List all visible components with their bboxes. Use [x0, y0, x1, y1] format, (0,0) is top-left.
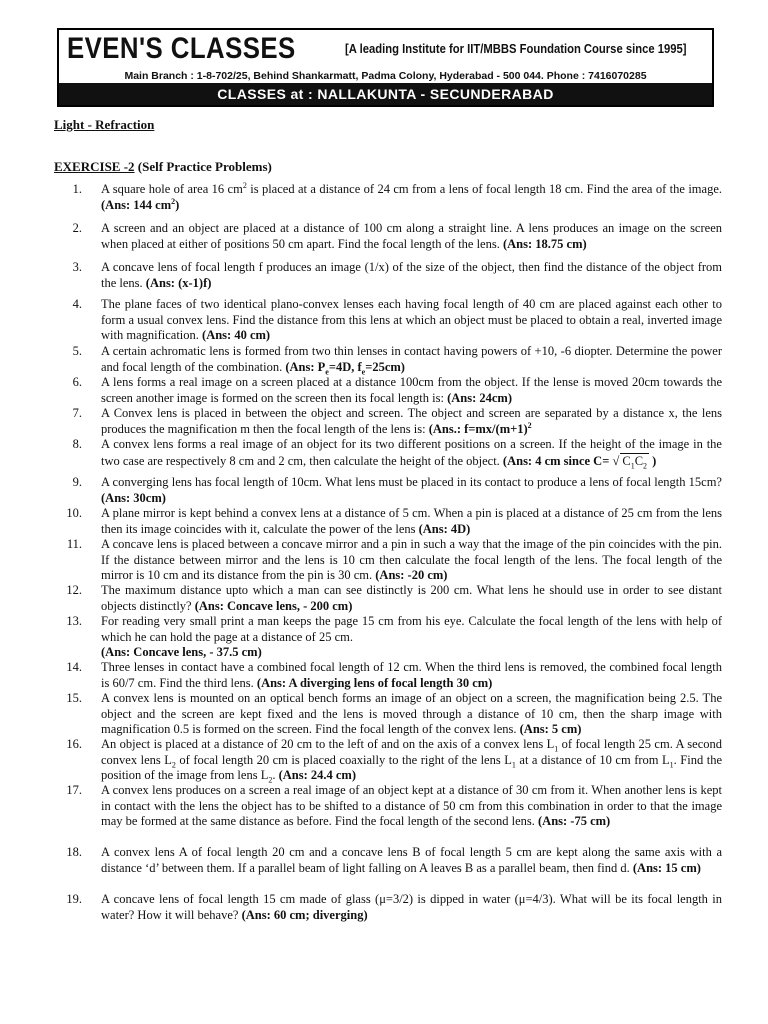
- question-text: For reading very small print a man keeps the page 15 cm from his eye. Calculate the focal length of the lens with help of which he can hold the page at a distance of 25 cm. (Ans: Concave lens, - 37.5 cm): [101, 614, 722, 659]
- question-number: 17.: [66, 783, 82, 797]
- question-text: A certain achromatic lens is formed from two thin lenses in contact having powers of +10, -6 diopter. Determine the power and focal length of the combination. (Ans: $P_e=4D$, $f_e=25cm$): [101, 344, 722, 376]
- question-text: The plane faces of two identical plano-convex lenses each having focal length of 40 cm are placed against each other to form a usual convex lens. Find the distance from this lens at which an object must be placed to obtain a real, inverted image with magnification. (Ans: 40 cm): [101, 297, 722, 342]
- question-text: The maximum distance upto which a man can see distinctly is 200 cm. What lens he should use in order to see distant objects distinctly? (Ans: Concave lens, - 200 cm): [101, 583, 722, 613]
- question-number: 7.: [72, 406, 82, 420]
- question-text: A convex lens forms a real image of an object for its two different positions on a screen. If the height of the image in the two case are respectively 8 cm and 2 cm, then calculate the height of the object. (Ans: 4 cm since C= √ $C_1C_2$ ): [101, 437, 722, 470]
- question-text: An object is placed at a distance of 20 cm to the left of and on the axis of a convex lens $L_1$ of focal length 25 cm. A second convex lens $L_2$ of focal length 20 cm is placed coaxially to the right of the lens $L_1$ at a distance of 10 cm from $L_1$. Find the position of the image from lens $L_2$. (Ans: 24.4 cm): [101, 737, 722, 785]
- question-text: A convex lens is mounted on an optical bench forms an image of an object on a screen, the magnification being 2.5. The object and the screen are kept fixed and the lens is moved through a distance of 10 cm, then the sharp image with magnification 0.5 is formed on the screen. Find the focal length of the convex lens. (Ans: 5 cm): [101, 691, 722, 736]
- classes-location-bar: CLASSES at : NALLAKUNTA - SECUNDERABAD: [59, 83, 712, 105]
- question-number: 15.: [66, 691, 82, 705]
- question-text: A plane mirror is kept behind a convex lens at a distance of 5 cm. When a pin is placed at a distance of 25 cm from the lens then its image coincides with it, calculate the power of the lens (Ans: 4D): [101, 506, 722, 536]
- question-number: 11.: [66, 537, 82, 551]
- question-text: A concave lens of focal length 15 cm made of glass (μ=3/2) is dipped in water (μ=4/3). What will be its focal length in water? How it will behave? (Ans: 60 cm; diverging): [101, 892, 722, 922]
- question-text: A concave lens is placed between a concave mirror and a pin in such a way that the image of the pin coincides with the pin. If the distance between mirror and the lens is 10 cm then calculate the focal length of the lens. The focal length of the mirror is 10 cm and its distance from the pin is 30 cm. (Ans: -20 cm): [101, 537, 722, 582]
- question-text: A concave lens of focal length f produces an image (1/x) of the size of the object, then find the distance of the object from the lens. (Ans: (x-1)f): [101, 260, 722, 290]
- question-number: 10.: [66, 506, 82, 520]
- question-text: A convex lens A of focal length 20 cm and a concave lens B of focal length 5 cm are kept along the same axis with a distance ‘d’ between them. If a parallel beam of light falling on A leaves B as a parallel beam, then find d. (Ans: 15 cm): [101, 845, 722, 875]
- question-number: 14.: [66, 660, 82, 674]
- branch-address: Main Branch : 1-8-702/25, Behind Shankarmatt, Padma Colony, Hyderabad - 500 044. Phone : 7416070285: [124, 70, 647, 82]
- question-number: 8.: [72, 437, 82, 451]
- question-number: 5.: [72, 344, 82, 358]
- question-number: 12.: [66, 583, 82, 597]
- question-text: A screen and an object are placed at a distance of 100 cm along a straight line. A lens produces an image on the screen when placed at either of positions 50 cm apart. Find the focal length of the lens. (Ans: 18.75 cm): [101, 221, 722, 251]
- question-text: A lens forms a real image on a screen placed at a distance 100cm from the object. If the lense is moved 20cm towards the screen another image is formed on the screen then its focal length is: (Ans: 24cm): [101, 375, 722, 405]
- question-number: 1.: [72, 182, 82, 196]
- question-number: 3.: [72, 260, 82, 274]
- exercise-title: EXERCISE -2: [54, 159, 135, 174]
- question-text: A convex lens produces on a screen a real image of an object kept at a distance of 30 cm from it. When another lens is kept in contact with the lens the object has to be shifted to a distance of 50 cm from this combination in order to that the image may be formed at the same distance as before. Find the focal length of the second lens. (Ans: -75 cm): [101, 783, 722, 828]
- institute-name: EVEN'S CLASSES: [67, 32, 296, 65]
- exercise-subtitle: (Self Practice Problems): [137, 159, 272, 174]
- institute-tagline: [A leading Institute for IIT/MBBS Foundation Course since 1995]: [345, 42, 687, 56]
- question-text: A square hole of area 16 $cm^2$ is placed at a distance of 24 cm from a lens of focal length 18 cm. Find the area of the image. (Ans: 144 $cm^2$): [101, 180, 722, 212]
- question-number: 13.: [66, 614, 82, 628]
- question-number: 4.: [72, 297, 82, 311]
- exercise-heading: [54, 159, 272, 175]
- question-text: Three lenses in contact have a combined focal length of 12 cm. When the third lens is removed, the combined focal length is 60/7 cm. Find the third lens. (Ans: A diverging lens of focal length 30 cm): [101, 660, 722, 690]
- question-number: 2.: [72, 221, 82, 235]
- question-number: 16.: [66, 737, 82, 751]
- question-text: A converging lens has focal length of 10cm. What lens must be placed in its contact to produce a lens of focal length 15cm? (Ans: 30cm): [101, 475, 722, 505]
- question-text: A Convex lens is placed in between the object and screen. The object and screen are separated by a distance x, the lens produces the magnification m then the focal length of the lens is: (Ans.: $f=mx/(m+1)^2$: [101, 406, 722, 436]
- question-number: 9.: [72, 475, 82, 489]
- question-number: 6.: [72, 375, 82, 389]
- topic-title: Light - Refraction: [54, 117, 155, 132]
- question-number: 18.: [66, 845, 82, 859]
- question-number: 19.: [66, 892, 82, 906]
- institute-header: [57, 28, 714, 107]
